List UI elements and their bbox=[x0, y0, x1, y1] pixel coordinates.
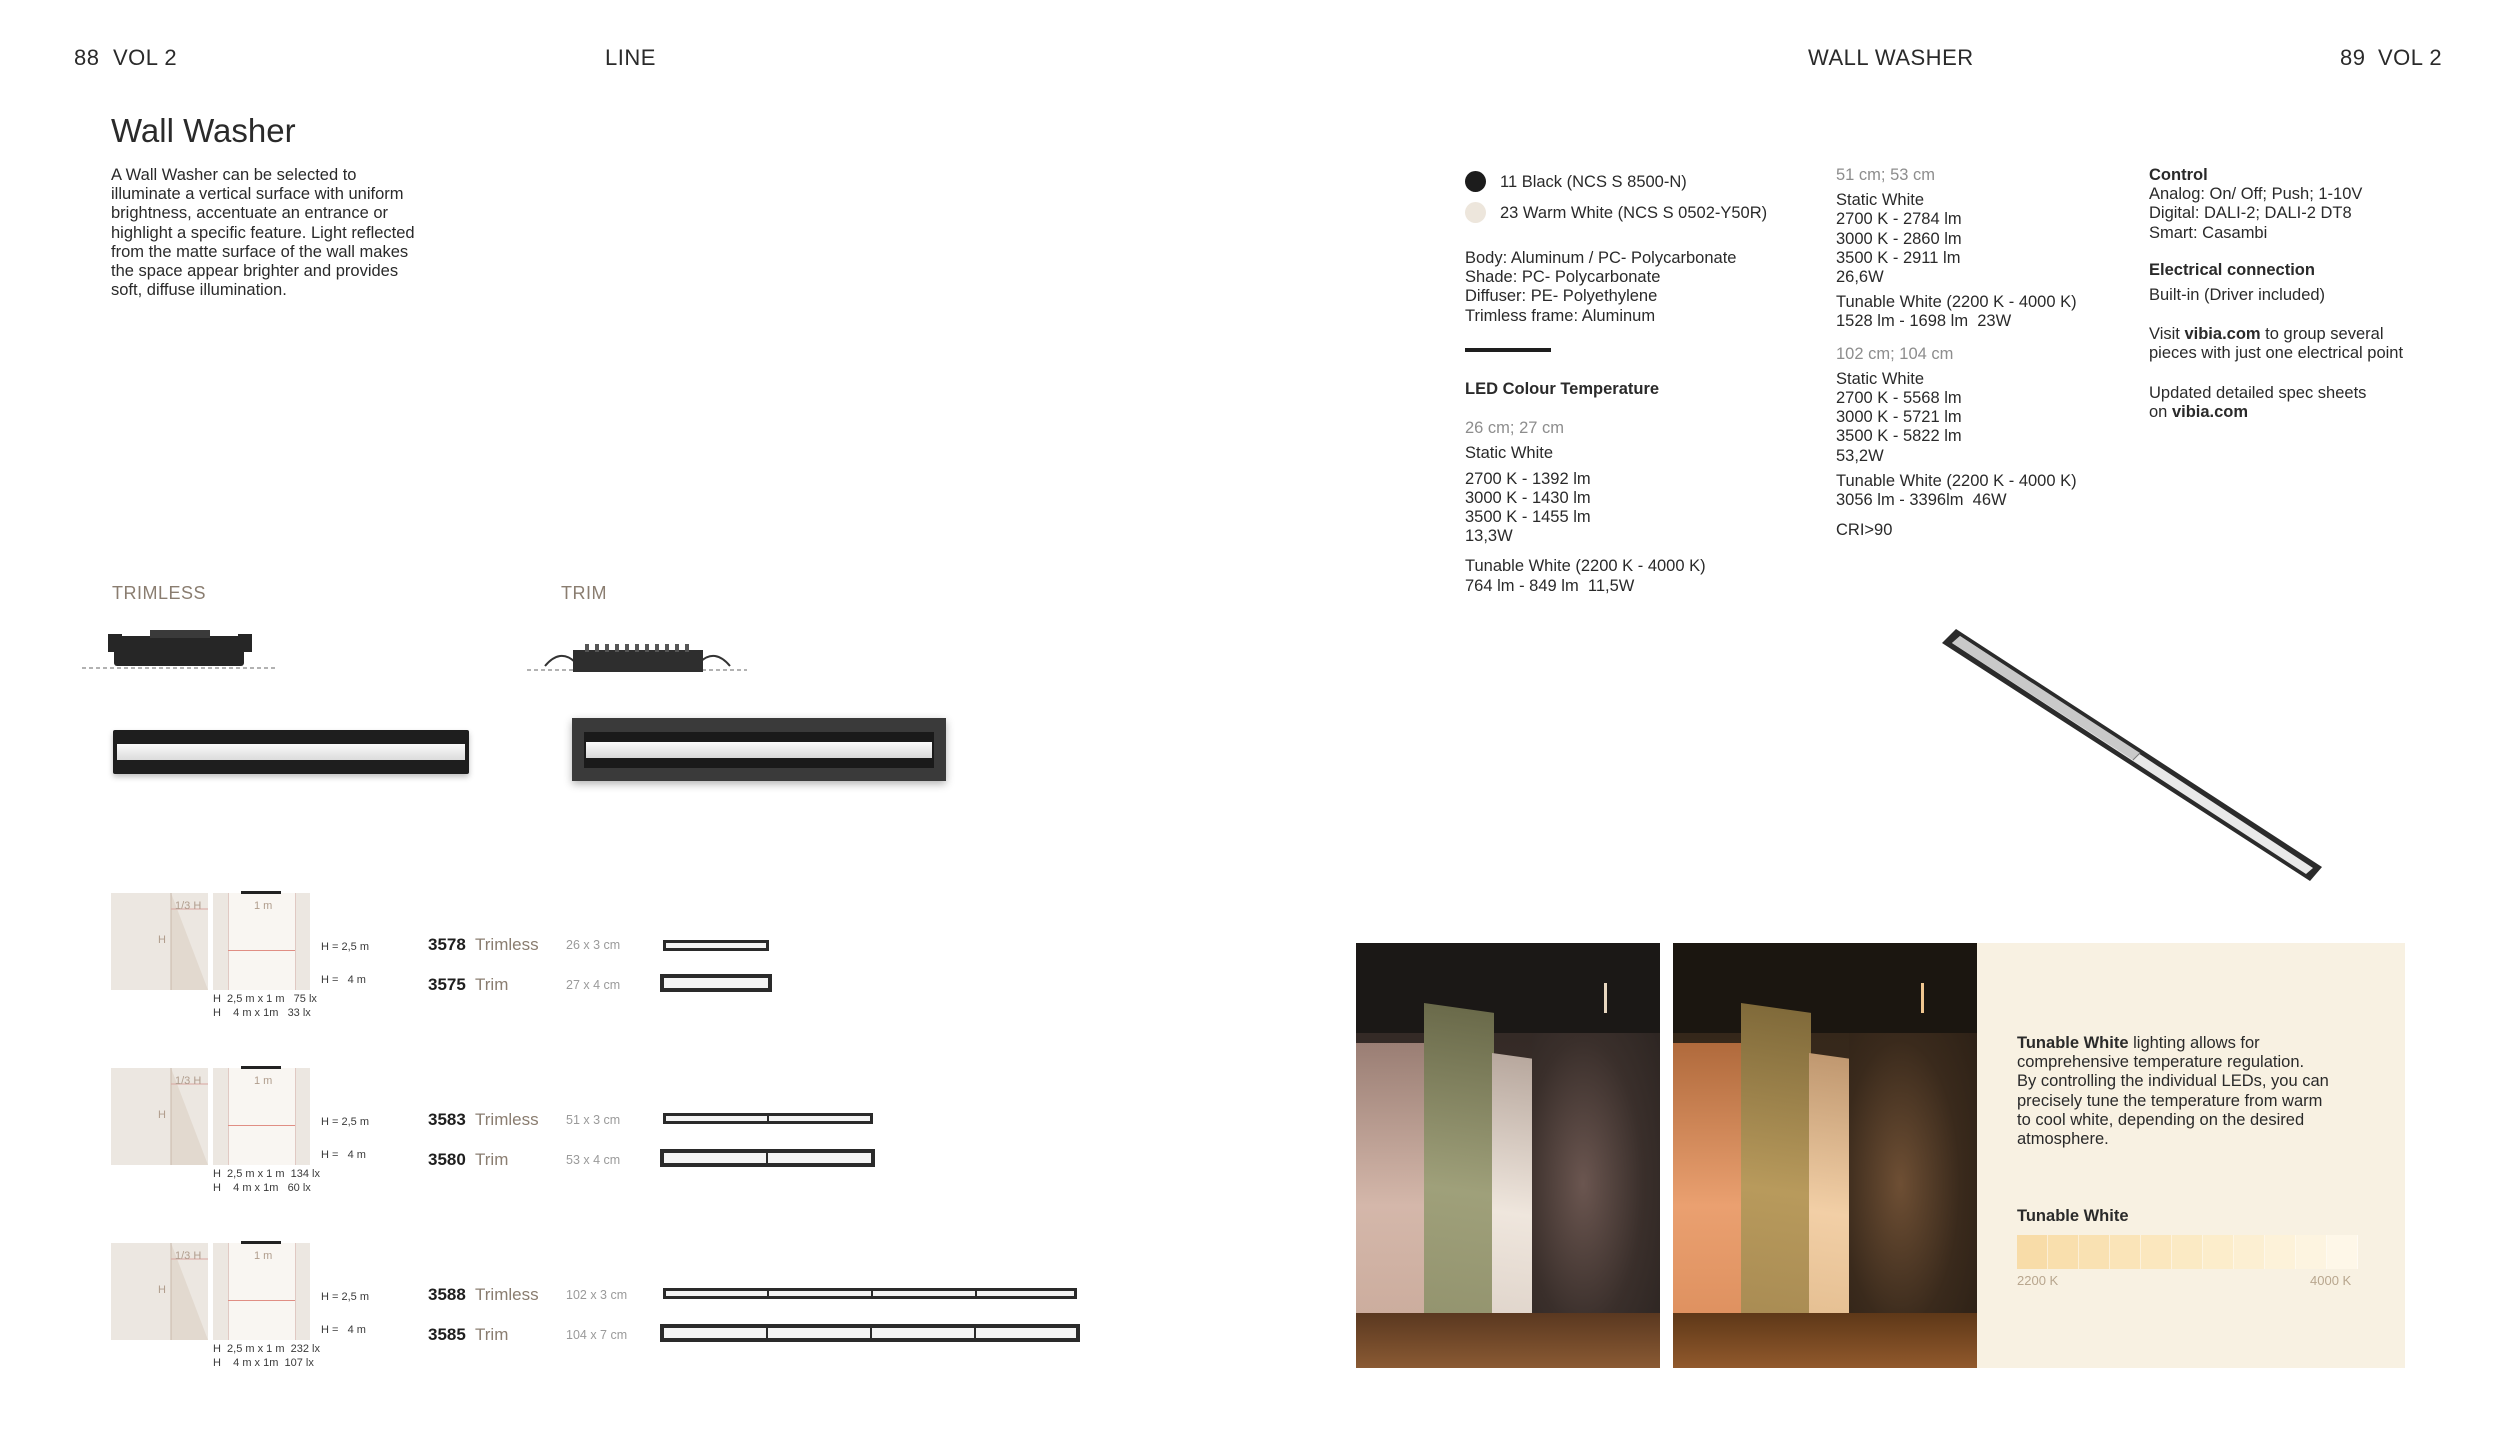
scale-step bbox=[2079, 1235, 2110, 1269]
led-spec-line: 3000 K - 1430 lm bbox=[1465, 488, 1591, 507]
scale-min-label: 2200 K bbox=[2017, 1273, 2059, 1288]
height-4-label: H = 4 m bbox=[321, 974, 366, 986]
third-h-label: 1/3 H bbox=[175, 1075, 202, 1087]
tunable-bold: Tunable White bbox=[2017, 1034, 2129, 1052]
tunable-description: Tunable White lighting allows for comprehensive temperature regulation. By controlling the individual LEDs, you can precisely tune the temperature from warm to cool white, depending on the desired atmosphere. bbox=[2017, 1034, 2397, 1149]
product-code: 3575 bbox=[428, 975, 466, 994]
scale-step bbox=[2327, 1235, 2358, 1269]
product-size: 53 x 4 cm bbox=[566, 1153, 621, 1167]
product-size: 102 x 3 cm bbox=[566, 1288, 628, 1302]
interior-photo-cool bbox=[1356, 943, 1660, 1368]
scale-step bbox=[2296, 1235, 2327, 1269]
scale-step bbox=[2017, 1235, 2048, 1269]
visit-text-2: pieces with just one electrical point bbox=[2149, 344, 2404, 363]
height-4-label: H = 4 m bbox=[321, 1149, 366, 1161]
control-line: Digital: DALI-2; DALI-2 DT8 bbox=[2149, 204, 2352, 223]
led-column-1 bbox=[1465, 380, 1785, 596]
lux-value-25: H 2,5 m x 1 m 232 lx bbox=[213, 1343, 320, 1355]
tunable-line: Tunable White (2200 K - 4000 K) bbox=[1465, 557, 1706, 576]
tunable-desc-line: precisely tune the temperature from warm bbox=[2017, 1091, 2323, 1110]
intro-line: brightness, accentuate an entrance or bbox=[111, 204, 389, 223]
static-white-label: Static White bbox=[1836, 369, 1925, 388]
product-variant: Trimless bbox=[475, 1110, 539, 1129]
intro-line: from the matte surface of the wall makes bbox=[111, 242, 409, 261]
control-heading: Control bbox=[2149, 166, 2208, 184]
vibia-link[interactable]: vibia.com bbox=[2171, 402, 2249, 421]
product-variant: Trim bbox=[475, 975, 509, 994]
product-size: 26 x 3 cm bbox=[566, 938, 621, 952]
black-finish-swatch bbox=[1465, 171, 1486, 192]
visit-text: Visit vibia.com to group several bbox=[2149, 325, 2384, 344]
led-spec-line: 3000 K - 2860 lm bbox=[1836, 229, 1962, 248]
h-label: H bbox=[158, 934, 166, 946]
led-heading: LED Colour Temperature bbox=[1465, 380, 1660, 398]
vibia-link[interactable]: vibia.com bbox=[2184, 325, 2261, 344]
divider bbox=[1465, 348, 1551, 352]
finish-label: 11 Black (NCS S 8500-N) bbox=[1500, 173, 1687, 191]
led-size-label: 102 cm; 104 cm bbox=[1836, 344, 1954, 363]
height-4-label: H = 4 m bbox=[321, 1324, 366, 1336]
h-label: H bbox=[158, 1109, 166, 1121]
left-volume: VOL 2 bbox=[113, 45, 178, 70]
led-spec-line: 3500 K - 1455 lm bbox=[1465, 508, 1591, 527]
product-bar-icon bbox=[660, 1149, 875, 1167]
left-page-number: 88 bbox=[74, 45, 100, 70]
product-size: 104 x 7 cm bbox=[566, 1328, 628, 1342]
h-label: H bbox=[158, 1284, 166, 1296]
lux-value-4: H 4 m x 1m 107 lx bbox=[213, 1357, 314, 1369]
product-bar-icon bbox=[663, 1288, 1077, 1299]
diagonal-luminaire-image bbox=[1930, 615, 2330, 885]
led-column-2 bbox=[1836, 166, 2136, 540]
material-item: Body: Aluminum / PC- Polycarbonate bbox=[1465, 249, 1737, 267]
product-size: 51 x 3 cm bbox=[566, 1113, 621, 1127]
intro-line: A Wall Washer can be selected to bbox=[111, 166, 357, 184]
lux-value-25: H 2,5 m x 1 m 134 lx bbox=[213, 1168, 320, 1180]
product-size: 27 x 4 cm bbox=[566, 978, 621, 992]
scale-max-label: 4000 K bbox=[2310, 1273, 2352, 1288]
led-size-label: 26 cm; 27 cm bbox=[1465, 419, 1565, 438]
third-h-label: 1/3 H bbox=[175, 900, 202, 912]
electrical-value: Built-in (Driver included) bbox=[2149, 286, 2326, 305]
one-m-label: 1 m bbox=[254, 1075, 273, 1087]
material-item: Diffuser: PE- Polyethylene bbox=[1465, 287, 1658, 306]
product-bar-icon bbox=[660, 1324, 1080, 1342]
product-variant: Trimless bbox=[475, 935, 539, 954]
scale-step bbox=[2110, 1235, 2141, 1269]
intro-line: the space appear brighter and provides bbox=[111, 262, 399, 281]
intro-line: illuminate a vertical surface with uniform bbox=[111, 185, 404, 204]
led-spec-line: 2700 K - 2784 lm bbox=[1836, 210, 1962, 229]
intro-text bbox=[111, 166, 451, 300]
lux-value-4: H 4 m x 1m 60 lx bbox=[213, 1182, 311, 1194]
right-volume: VOL 2 bbox=[2378, 45, 2443, 70]
page-title: Wall Washer bbox=[111, 112, 296, 149]
product-bar-icon bbox=[663, 1113, 873, 1124]
height-25-label: H = 2,5 m bbox=[321, 1291, 369, 1303]
materials-list bbox=[1465, 249, 1736, 326]
tunable-line: 764 lm - 849 lm 11,5W bbox=[1465, 576, 1635, 595]
one-m-label: 1 m bbox=[254, 1250, 273, 1262]
right-page-number: 89 bbox=[2340, 45, 2366, 70]
material-item: Shade: PC- Polycarbonate bbox=[1465, 268, 1661, 287]
product-variant: Trim bbox=[475, 1325, 509, 1344]
intro-line: highlight a specific feature. Light reflected bbox=[111, 223, 415, 242]
led-spec-line: 13,3W bbox=[1465, 527, 1513, 546]
trim-luminaire-image bbox=[572, 718, 946, 781]
product-code: 3578 bbox=[428, 935, 466, 954]
height-25-label: H = 2,5 m bbox=[321, 1116, 369, 1128]
product-code: 3588 bbox=[428, 1285, 466, 1304]
lux-value-25: H 2,5 m x 1 m 75 lx bbox=[213, 993, 317, 1005]
product-variant: Trim bbox=[475, 1150, 509, 1169]
one-m-label: 1 m bbox=[254, 900, 273, 912]
scale-step bbox=[2234, 1235, 2265, 1269]
cri-label: CRI>90 bbox=[1836, 521, 1893, 540]
control-column bbox=[2149, 166, 2449, 422]
height-25-label: H = 2,5 m bbox=[321, 941, 369, 953]
control-line: Analog: On/ Off; Push; 1-10V bbox=[2149, 185, 2363, 204]
scale-step bbox=[2265, 1235, 2296, 1269]
lux-value-4: H 4 m x 1m 33 lx bbox=[213, 1007, 311, 1019]
product-code: 3583 bbox=[428, 1110, 466, 1129]
material-item: Trimless frame: Aluminum bbox=[1465, 306, 1656, 325]
led-spec-line: 3500 K - 5822 lm bbox=[1836, 427, 1962, 446]
trimless-label: TRIMLESS bbox=[112, 583, 207, 603]
static-white-label: Static White bbox=[1836, 191, 1925, 210]
tunable-white-panel bbox=[1977, 943, 2405, 1368]
right-section-title: WALL WASHER bbox=[1808, 45, 1974, 70]
product-bar-icon bbox=[663, 940, 769, 951]
led-size-label: 51 cm; 53 cm bbox=[1836, 166, 1936, 184]
led-spec-line: 3000 K - 5721 lm bbox=[1836, 408, 1962, 427]
spec-sheet-text: Updated detailed spec sheets bbox=[2149, 383, 2367, 402]
tunable-desc-line: comprehensive temperature regulation. bbox=[2017, 1053, 2305, 1072]
scale-title: Tunable White bbox=[2017, 1207, 2129, 1225]
electrical-heading: Electrical connection bbox=[2149, 260, 2315, 279]
led-spec-line: 3500 K - 2911 lm bbox=[1836, 248, 1961, 267]
tunable-desc-line: By controlling the individual LEDs, you can bbox=[2017, 1072, 2329, 1091]
trim-section-drawing bbox=[525, 634, 750, 676]
led-spec-line: 53,2W bbox=[1836, 446, 1884, 465]
scale-step bbox=[2172, 1235, 2203, 1269]
tunable-desc-line: to cool white, depending on the desired bbox=[2017, 1110, 2305, 1129]
interior-photo-warm bbox=[1673, 943, 1977, 1368]
tunable-line: Tunable White (2200 K - 4000 K) bbox=[1836, 471, 2077, 490]
product-code: 3580 bbox=[428, 1150, 466, 1169]
tunable-line: Tunable White (2200 K - 4000 K) bbox=[1836, 293, 2077, 312]
color-temperature-scale bbox=[2017, 1235, 2358, 1269]
led-spec-line: 26,6W bbox=[1836, 268, 1884, 287]
left-section-title: LINE bbox=[605, 45, 656, 70]
scale-step bbox=[2203, 1235, 2234, 1269]
led-spec-line: 2700 K - 5568 lm bbox=[1836, 389, 1962, 408]
third-h-label: 1/3 H bbox=[175, 1250, 202, 1262]
trimless-section-drawing bbox=[80, 628, 280, 674]
product-code: 3585 bbox=[428, 1325, 466, 1344]
finish-label: 23 Warm White (NCS S 0502-Y50R) bbox=[1500, 204, 1768, 222]
tunable-line: 1528 lm - 1698 lm 23W bbox=[1836, 312, 2012, 331]
warm-white-finish-swatch bbox=[1465, 202, 1486, 223]
led-spec-line: 2700 K - 1392 lm bbox=[1465, 469, 1591, 488]
spec-sheet-text-2: on vibia.com bbox=[2149, 402, 2249, 421]
tunable-desc-line: atmosphere. bbox=[2017, 1130, 2109, 1149]
control-line: Smart: Casambi bbox=[2149, 223, 2268, 242]
trimless-luminaire-image bbox=[113, 730, 469, 774]
static-white-label: Static White bbox=[1465, 444, 1554, 463]
intro-line: soft, diffuse illumination. bbox=[111, 281, 287, 300]
tunable-line: 3056 lm - 3396lm 46W bbox=[1836, 491, 2007, 510]
product-bar-icon bbox=[660, 974, 772, 992]
product-variant: Trimless bbox=[475, 1285, 539, 1304]
scale-step bbox=[2141, 1235, 2172, 1269]
scale-step bbox=[2048, 1235, 2079, 1269]
trim-label: TRIM bbox=[561, 583, 607, 603]
